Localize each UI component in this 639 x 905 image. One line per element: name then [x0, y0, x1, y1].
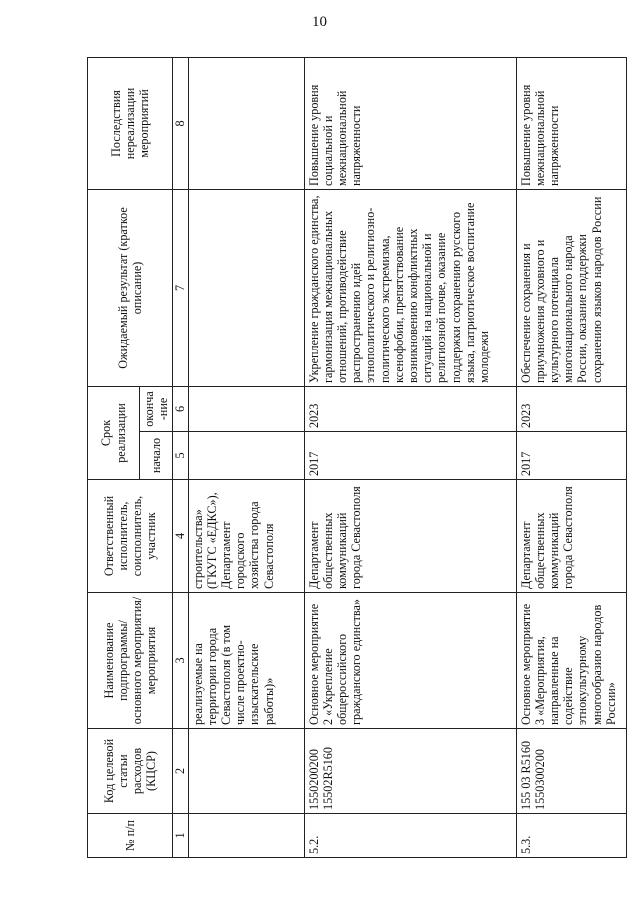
row-end: 2023 [516, 386, 626, 431]
row-name: Основное мероприятие 2 «Укрепление общероссийского гражданского единства» [304, 593, 516, 729]
column-number: 1 [173, 814, 188, 858]
row-responsible: Департамент общественных коммуникаций города Севастополя [304, 480, 516, 593]
header-responsible: Ответственный исполнитель, соисполнитель, участник [88, 480, 173, 593]
row-start [188, 432, 304, 480]
column-number: 3 [173, 593, 188, 729]
header-number: № п/п [88, 814, 173, 858]
header-result: Ожидаемый результат (краткое описание) [88, 189, 173, 386]
column-number: 4 [173, 480, 188, 593]
row-start: 2017 [304, 432, 516, 480]
header-period: Срок реализации [88, 386, 140, 479]
row-code: 1550200200 15502R5160 [304, 729, 516, 814]
table-row [188, 57, 304, 857]
column-number: 6 [173, 386, 188, 431]
page-number: 10 [312, 14, 327, 30]
program-activities-table [87, 57, 627, 858]
rotated-table-container [87, 58, 621, 858]
column-number: 7 [173, 189, 188, 386]
row-consequences: Повышение уровня межнациональной напряженности [516, 57, 626, 189]
row-consequences: Повышение уровня социальной и межнациональной напряженности [304, 57, 516, 189]
row-code: 155 03 R5160 1550300200 [516, 729, 626, 814]
row-result: Обеспечение сохранения и приумножения духовного и культурного потенциала многонационального народа России, оказание поддержки сохранению языков народов России [516, 189, 626, 386]
row-responsible: Департамент общественных коммуникаций города Севастополя [516, 480, 626, 593]
row-consequences [188, 57, 304, 189]
row-result [188, 189, 304, 386]
table-row [516, 57, 626, 857]
column-number: 5 [173, 432, 188, 480]
header-start: начало [140, 432, 173, 480]
row-start: 2017 [516, 432, 626, 480]
table-row [304, 57, 516, 857]
row-number: 5.2. [304, 814, 516, 858]
row-end: 2023 [304, 386, 516, 431]
row-end [188, 386, 304, 431]
column-number: 2 [173, 729, 188, 814]
row-number [188, 814, 304, 858]
header-code: Код целевой статьи расходов (КЦСР) [88, 729, 173, 814]
row-result: Укрепление гражданского единства, гармонизация межнациональных отношений, противодействие распространению идей этнополитического и религиозно-политического экстремизма, ксенофобии, препятствование возникновению конфликтных ситуаций на национальной и религиозной почве, оказание поддержки сохранению русского языка, патриотическое воспитание молодежи [304, 189, 516, 386]
column-number: 8 [173, 57, 188, 189]
header-consequences: Последствия нереализации мероприятий [88, 57, 173, 189]
row-name: Основное мероприятие 3 «Мероприятия, направленные на содействие этнокультурному многообразию народов России» [516, 593, 626, 729]
row-responsible: строительства» (ГКУГС «ЕДКС»), Департамент городского хозяйства города Севастополя [188, 480, 304, 593]
row-code [188, 729, 304, 814]
row-name: реализуемые на территории города Севастополя (в том числе проектно-изыскательские работы)» [188, 593, 304, 729]
header-name: Наименование подпрограммы/ основного мероприятия/ мероприятия [88, 593, 173, 729]
row-number: 5.3. [516, 814, 626, 858]
header-end: оконча-ние [140, 386, 173, 431]
